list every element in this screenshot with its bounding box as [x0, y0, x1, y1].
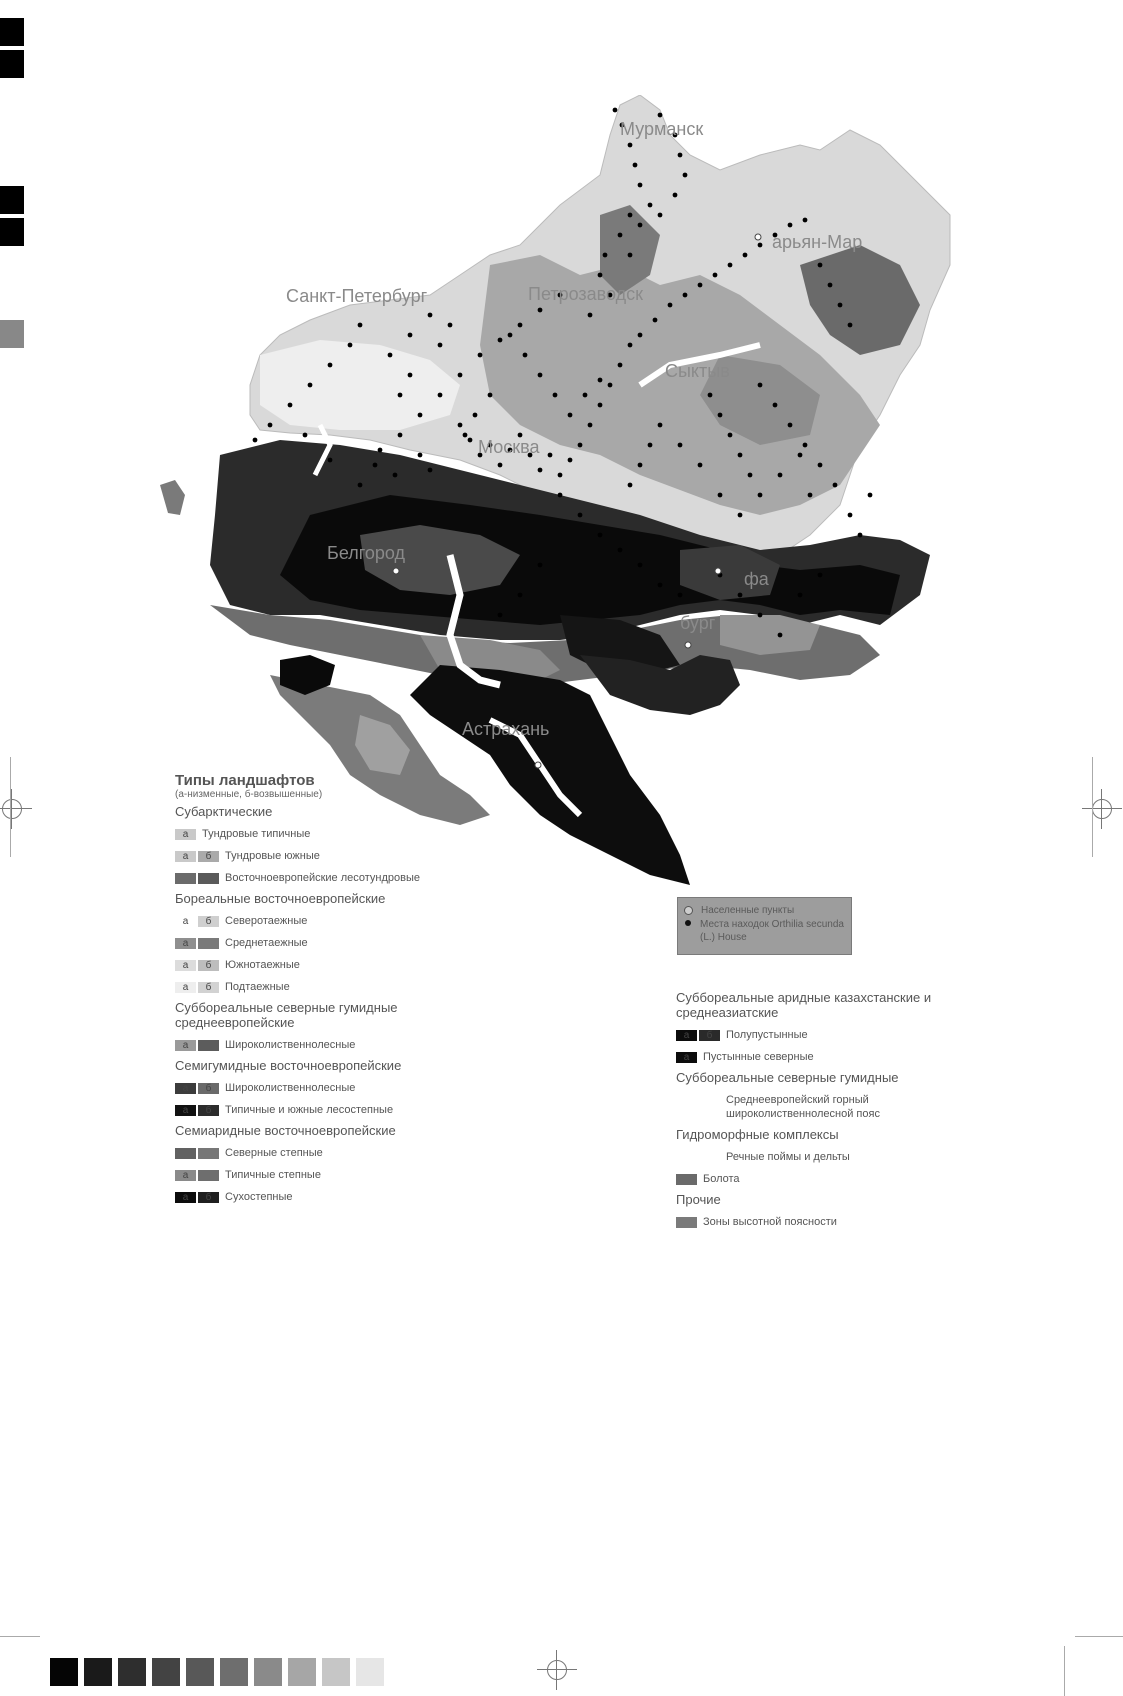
find-dot	[598, 273, 603, 278]
key-settlements-label: Населенные пункты	[701, 905, 795, 916]
calibration-swatch	[322, 1658, 350, 1686]
find-dot	[488, 393, 493, 398]
legend-swatch: а	[175, 916, 196, 927]
find-dot	[373, 463, 378, 468]
registration-mark	[0, 186, 24, 214]
legend-group-heading: Субарктические	[175, 804, 273, 819]
legend-swatch	[198, 1040, 219, 1051]
find-dot	[653, 318, 658, 323]
find-dot	[658, 583, 663, 588]
crosshair-mark	[1082, 789, 1122, 829]
find-dot	[818, 463, 823, 468]
legend-item-label: Тундровые типичные	[202, 828, 311, 840]
registration-mark	[0, 50, 24, 78]
find-dot	[393, 473, 398, 478]
legend-item	[175, 849, 475, 863]
find-dot	[358, 483, 363, 488]
legend-swatch: а	[175, 938, 196, 949]
crop-line	[1075, 1636, 1123, 1637]
find-dot	[588, 423, 593, 428]
find-dot	[613, 108, 618, 113]
legend-group-heading: Бореальные восточноевропейские	[175, 891, 386, 906]
find-dot	[638, 183, 643, 188]
find-dot	[473, 413, 478, 418]
find-dot	[478, 353, 483, 358]
registration-mark	[0, 218, 24, 246]
find-dot	[743, 253, 748, 258]
legend-item	[175, 1103, 475, 1117]
find-dot	[713, 273, 718, 278]
legend-swatch: а	[175, 829, 196, 840]
find-dot	[568, 413, 573, 418]
key-finds	[684, 918, 844, 944]
find-dot	[828, 283, 833, 288]
find-dot	[628, 253, 633, 258]
legend-swatch-group	[175, 829, 198, 840]
find-dot	[758, 613, 763, 618]
find-dot	[468, 438, 473, 443]
legend-item-label: Широколиственнолесные	[225, 1082, 356, 1094]
legend-item	[676, 1093, 976, 1121]
legend	[175, 772, 475, 1204]
find-dot	[848, 513, 853, 518]
find-dot	[548, 453, 553, 458]
key-settlements	[684, 905, 794, 916]
crop-line	[1064, 1646, 1065, 1696]
legend-item	[175, 936, 475, 950]
find-dot	[698, 283, 703, 288]
find-dot	[538, 308, 543, 313]
find-dot	[778, 473, 783, 478]
legend-item-label: Сухостепные	[225, 1191, 293, 1203]
legend-item	[175, 1190, 475, 1204]
find-dot	[728, 433, 733, 438]
legend-swatch: б	[198, 1105, 219, 1116]
find-dot	[303, 433, 308, 438]
find-dot	[718, 413, 723, 418]
crop-line	[0, 1636, 40, 1637]
legend-swatch	[676, 1217, 697, 1228]
legend-swatch-group	[175, 982, 221, 993]
legend-group-heading: Прочие	[676, 1192, 721, 1207]
city-label-spb: Санкт-Петербург	[286, 286, 428, 306]
find-dot	[428, 468, 433, 473]
city-marker	[393, 568, 399, 574]
legend-group-heading: Суббореальные аридные казахстанские и среднеазиатские	[676, 990, 932, 1020]
find-dot	[408, 373, 413, 378]
calibration-swatch	[220, 1658, 248, 1686]
legend-item	[175, 827, 475, 841]
find-dot	[658, 423, 663, 428]
legend-item	[175, 1038, 475, 1052]
find-dot	[708, 393, 713, 398]
find-dot	[638, 333, 643, 338]
find-dot	[448, 323, 453, 328]
find-dot	[463, 433, 468, 438]
legend-item-label: Типичные степные	[225, 1169, 321, 1181]
legend-item-label: Среднеевропейский горный широколиственнолесной пояс	[726, 1094, 880, 1120]
find-dot	[388, 353, 393, 358]
legend-item-label: Зоны высотной поясности	[703, 1216, 837, 1228]
city-marker	[755, 234, 761, 240]
legend-swatch: а	[676, 1052, 697, 1063]
find-dot	[758, 243, 763, 248]
find-dot	[798, 593, 803, 598]
find-dot	[498, 613, 503, 618]
crosshair-mark	[0, 789, 32, 829]
crop-line	[1092, 757, 1093, 857]
find-dot	[698, 463, 703, 468]
legend-swatch	[198, 1148, 219, 1159]
legend-group-heading: Суббореальные северные гумидные	[676, 1070, 899, 1085]
find-dot	[773, 403, 778, 408]
legend-swatch: а	[175, 982, 196, 993]
settlement-icon	[684, 906, 693, 915]
city-label-orenburg: бург	[680, 613, 716, 633]
find-dot	[398, 433, 403, 438]
legend-swatch: а	[175, 960, 196, 971]
legend-swatch: б	[198, 982, 219, 993]
legend-swatch-group	[175, 960, 221, 971]
legend-swatch-group	[175, 916, 221, 927]
legend-item-label: Тундровые южные	[225, 850, 320, 862]
find-dot	[818, 263, 823, 268]
city-marker	[685, 642, 691, 648]
legend-swatch	[198, 1170, 219, 1181]
legend-item	[676, 1028, 976, 1042]
find-dot	[418, 453, 423, 458]
find-dot	[598, 378, 603, 383]
crosshair-mark	[537, 1650, 577, 1690]
legend-swatch	[198, 938, 219, 949]
find-dot	[498, 338, 503, 343]
find-dot	[683, 293, 688, 298]
find-dot	[618, 548, 623, 553]
legend-swatch-group	[175, 1040, 221, 1051]
find-dot	[583, 393, 588, 398]
legend-item-label: Болота	[703, 1173, 740, 1185]
legend-group-heading: Семигумидные восточноевропейские	[175, 1058, 402, 1073]
find-dot	[518, 593, 523, 598]
find-dot	[398, 393, 403, 398]
find-dot	[618, 363, 623, 368]
legend-item-label: Среднетаежные	[225, 937, 308, 949]
legend-swatch-group	[175, 1170, 221, 1181]
legend-swatch: б	[198, 1192, 219, 1203]
find-dot	[558, 473, 563, 478]
legend-swatch-group	[676, 1052, 699, 1063]
find-dot	[838, 303, 843, 308]
find-dot	[578, 443, 583, 448]
find-dot	[858, 533, 863, 538]
legend-swatch-group	[676, 1030, 722, 1041]
find-dot	[308, 383, 313, 388]
legend-swatch	[175, 873, 196, 884]
legend-item-label: Речные поймы и дельты	[726, 1151, 850, 1163]
find-dot	[738, 453, 743, 458]
find-dot	[803, 218, 808, 223]
calibration-swatch	[50, 1658, 78, 1686]
legend-title: Типы ландшафтов	[175, 772, 315, 789]
find-dot	[738, 593, 743, 598]
legend-swatch: б	[198, 960, 219, 971]
legend-right-groups	[676, 990, 976, 1229]
find-dot	[608, 383, 613, 388]
legend-swatch	[175, 1148, 196, 1159]
city-label-murmansk: Мурманск	[620, 119, 704, 139]
registration-mark	[0, 18, 24, 46]
legend-item	[676, 1215, 976, 1229]
find-dot	[628, 213, 633, 218]
find-dot	[788, 423, 793, 428]
legend-swatch-group	[676, 1174, 699, 1185]
find-dot	[678, 153, 683, 158]
find-dot	[678, 443, 683, 448]
find-dot	[418, 413, 423, 418]
legend-swatch: б	[198, 851, 219, 862]
legend-swatch: а	[175, 1083, 196, 1094]
legend-swatch: а	[175, 1192, 196, 1203]
find-dot	[428, 313, 433, 318]
calibration-swatch	[84, 1658, 112, 1686]
legend-swatch-group	[676, 1217, 699, 1228]
find-dot	[538, 373, 543, 378]
calibration-swatch	[288, 1658, 316, 1686]
legend-item-label: Типичные и южные лесостепные	[225, 1104, 394, 1116]
find-dot	[748, 473, 753, 478]
calibration-swatch	[118, 1658, 146, 1686]
find-dot	[628, 143, 633, 148]
find-dot	[553, 393, 558, 398]
legend-item	[175, 1168, 475, 1182]
find-dot	[758, 383, 763, 388]
find-dot	[648, 443, 653, 448]
legend-swatch-group	[175, 1083, 221, 1094]
find-dot	[833, 483, 838, 488]
legend-item	[175, 914, 475, 928]
find-dot	[328, 458, 333, 463]
city-label-petrozavodsk: Петрозаводск	[528, 284, 644, 304]
legend-swatch: а	[175, 1040, 196, 1051]
find-dot	[798, 453, 803, 458]
find-dot	[658, 113, 663, 118]
legend-swatch-group	[175, 851, 221, 862]
legend-swatch: б	[699, 1030, 720, 1041]
map-region-lake	[160, 480, 185, 515]
city-label-moscow: Москва	[478, 437, 540, 457]
find-dot-icon	[685, 920, 691, 926]
registration-mark	[0, 320, 24, 348]
find-dot	[868, 493, 873, 498]
legend-swatch: а	[175, 1170, 196, 1181]
find-dot	[288, 403, 293, 408]
find-dot	[803, 443, 808, 448]
find-dot	[638, 223, 643, 228]
legend-item-label: Южнотаежные	[225, 959, 300, 971]
legend-swatch-group	[175, 1105, 221, 1116]
legend-item-label: Пустынные северные	[703, 1051, 814, 1063]
legend-swatch: б	[198, 916, 219, 927]
calibration-swatch	[356, 1658, 384, 1686]
find-dot	[678, 593, 683, 598]
city-marker	[535, 762, 541, 768]
legend-swatch: а	[175, 851, 196, 862]
legend-item	[676, 1172, 976, 1186]
calibration-swatch	[152, 1658, 180, 1686]
legend-swatch: а	[676, 1030, 697, 1041]
legend-left-groups	[175, 804, 475, 1204]
legend-item	[175, 1146, 475, 1160]
find-dot	[508, 333, 513, 338]
legend-item-label: Широколиственнолесные	[225, 1039, 356, 1051]
find-dot	[633, 163, 638, 168]
legend-item	[676, 1050, 976, 1064]
city-marker	[715, 568, 721, 574]
find-dot	[638, 563, 643, 568]
legend-group-heading: Гидроморфные комплексы	[676, 1127, 839, 1142]
find-dot	[668, 303, 673, 308]
legend-item	[175, 1081, 475, 1095]
find-dot	[683, 173, 688, 178]
find-dot	[848, 323, 853, 328]
find-dot	[378, 448, 383, 453]
find-dot	[788, 223, 793, 228]
find-dot	[673, 193, 678, 198]
legend-item	[175, 958, 475, 972]
find-dot	[728, 263, 733, 268]
find-dot	[348, 343, 353, 348]
legend-swatch-group	[175, 1148, 221, 1159]
legend-subtitle: (а-низменные, б-возвышенные)	[175, 789, 323, 800]
find-dot	[658, 213, 663, 218]
find-dot	[538, 563, 543, 568]
find-dot	[808, 493, 813, 498]
city-label-ufa: фа	[744, 569, 769, 589]
find-dot	[738, 513, 743, 518]
find-dot	[603, 253, 608, 258]
find-dot	[638, 463, 643, 468]
find-dot	[458, 423, 463, 428]
find-dot	[558, 493, 563, 498]
find-dot	[568, 458, 573, 463]
legend-swatch: а	[175, 1105, 196, 1116]
city-label-astrakhan: Астрахань	[462, 719, 550, 739]
find-dot	[778, 633, 783, 638]
calibration-swatch	[186, 1658, 214, 1686]
legend-item-label: Полупустынные	[726, 1029, 808, 1041]
find-dot	[598, 533, 603, 538]
find-dot	[538, 468, 543, 473]
find-dot	[718, 493, 723, 498]
find-dot	[498, 463, 503, 468]
find-dot	[328, 363, 333, 368]
legend-item-label: Северные степные	[225, 1147, 323, 1159]
find-dot	[598, 403, 603, 408]
find-dot	[253, 438, 258, 443]
find-dot	[818, 573, 823, 578]
find-dot	[578, 513, 583, 518]
legend-group-heading: Семиаридные восточноевропейские	[175, 1123, 396, 1138]
legend-item-label: Северотаежные	[225, 915, 308, 927]
legend-item-label: Восточноевропейские лесотундровые	[225, 872, 421, 884]
find-dot	[438, 393, 443, 398]
find-dot	[628, 483, 633, 488]
find-dot	[268, 423, 273, 428]
find-dot	[588, 313, 593, 318]
legend-swatch-group	[175, 873, 221, 884]
city-label-naryan-mar: арьян-Мар	[772, 232, 863, 252]
key-finds-label: Места находок Orthilia secunda (L.) House	[700, 919, 844, 943]
calibration-swatch	[254, 1658, 282, 1686]
city-label-belgorod: Белгород	[327, 543, 406, 563]
find-dot	[438, 343, 443, 348]
find-dot	[518, 323, 523, 328]
find-dot	[648, 203, 653, 208]
find-dot	[523, 353, 528, 358]
legend-item	[175, 871, 475, 885]
legend-swatch: б	[198, 1083, 219, 1094]
legend-swatch	[676, 1174, 697, 1185]
find-dot	[628, 343, 633, 348]
find-dot	[758, 493, 763, 498]
legend-swatch-group	[175, 1192, 221, 1203]
find-dot	[458, 373, 463, 378]
map-key-box	[677, 897, 852, 955]
calibration-bar	[50, 1658, 390, 1686]
legend-item	[175, 980, 475, 994]
legend-group-heading: Суббореальные северные гумидные среднеевропейские	[175, 1000, 398, 1030]
city-label-syktyvkar: Сыктыв	[665, 361, 730, 381]
legend-item-label: Подтаежные	[225, 981, 290, 993]
legend-item	[676, 1150, 976, 1164]
crop-line	[10, 757, 11, 857]
find-dot	[408, 333, 413, 338]
legend-swatch	[198, 873, 219, 884]
find-dot	[358, 323, 363, 328]
legend-swatch-group	[175, 938, 221, 949]
find-dot	[618, 233, 623, 238]
